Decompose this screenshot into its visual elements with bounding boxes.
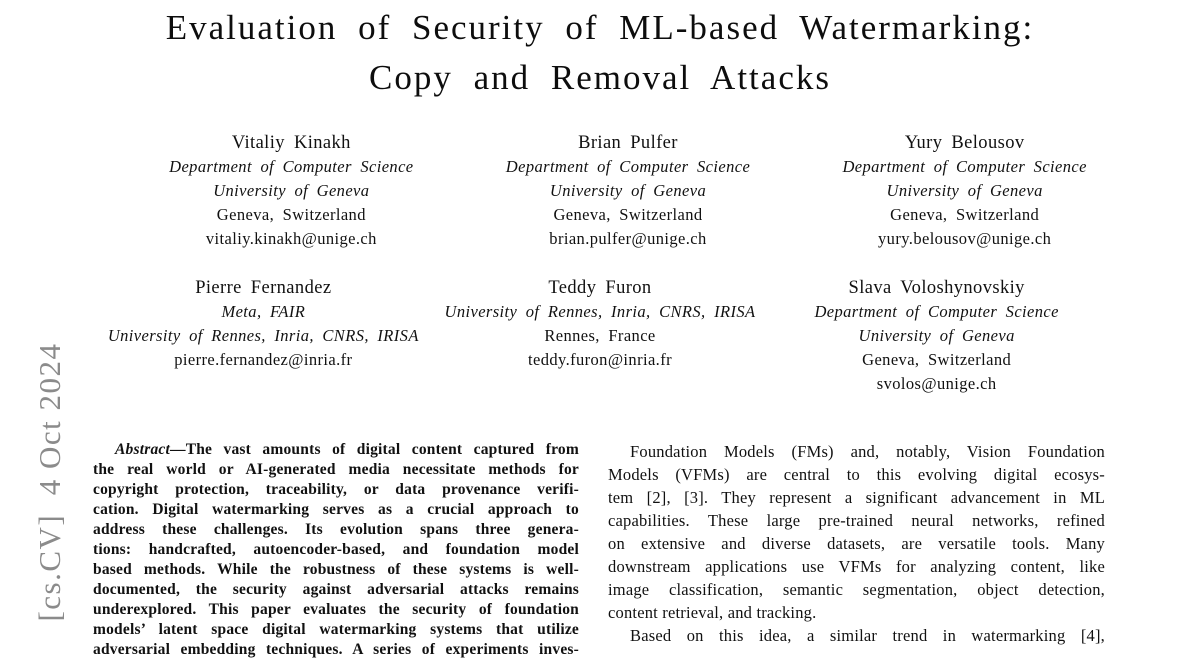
author-block	[432, 276, 769, 396]
author-affiliation: Meta, FAIR	[221, 302, 306, 321]
author-affiliation: Geneva, Switzerland	[553, 205, 703, 224]
author-affiliation: University of Rennes, Inria, CNRS, IRISA	[444, 302, 756, 321]
paper-title-line-1: Evaluation of Security of ML-based Watermarking:	[165, 8, 1035, 47]
authors-row-1	[123, 131, 1133, 251]
abstract-line: underexplored. This paper evaluates the security of foundation	[93, 601, 579, 618]
abstract-line: the real world or AI-generated media necessitate methods for	[93, 461, 579, 478]
abstract-line: adversarial embedding techniques. A series of experiments inves-	[93, 641, 579, 658]
arxiv-stamp: [cs.CV] 4 Oct 2024	[32, 342, 67, 622]
author-email: svolos@unige.ch	[876, 374, 997, 393]
paper-title-line-2: Copy and Removal Attacks	[369, 58, 831, 97]
author-affiliation: University of Geneva	[886, 181, 1043, 200]
author-email: teddy.furon@inria.fr	[527, 350, 672, 369]
paper-title	[0, 3, 1200, 103]
abstract-line: documented, the security against adversarial attacks remains	[93, 581, 579, 598]
abstract-column	[93, 440, 579, 660]
introduction-line: downstream applications use VFMs for analyzing content, like	[608, 557, 1105, 576]
author-affiliation: Department of Computer Science	[814, 302, 1059, 321]
introduction-line: capabilities. These large pre-trained neural networks, refined	[608, 511, 1105, 530]
author-affiliation: Geneva, Switzerland	[216, 205, 366, 224]
introduction-column	[608, 440, 1105, 647]
author-name: Teddy Furon	[548, 278, 652, 298]
author-block	[796, 131, 1133, 251]
author-affiliation: University of Geneva	[213, 181, 370, 200]
introduction-line: tem [2], [3]. They represent a significant advancement in ML	[608, 488, 1105, 507]
abstract-line: based methods. While the robustness of these systems is well-	[93, 561, 579, 578]
author-name: Vitaliy Kinakh	[231, 133, 351, 153]
author-name: Slava Voloshynovskiy	[848, 278, 1025, 298]
author-email: vitaliy.kinakh@unige.ch	[205, 229, 377, 248]
abstract-line: cation. Digital watermarking serves as a crucial approach to	[93, 501, 579, 518]
introduction-line: Based on this idea, a similar trend in watermarking [4],	[630, 626, 1105, 645]
abstract-line-part: —The vast amounts of digital content captured from	[170, 441, 579, 458]
author-email: yury.belousov@unige.ch	[878, 229, 1052, 248]
author-affiliation: Department of Computer Science	[842, 157, 1087, 176]
author-name: Brian Pulfer	[578, 133, 678, 153]
author-affiliation: Department of Computer Science	[169, 157, 414, 176]
author-name: Yury Belousov	[904, 133, 1025, 153]
author-email: brian.pulfer@unige.ch	[549, 229, 707, 248]
abstract-line	[93, 440, 579, 460]
abstract-line: copyright protection, traceability, or data provenance verifi-	[93, 481, 579, 498]
authors-row-2	[95, 276, 1105, 396]
author-affiliation: University of Geneva	[549, 181, 707, 200]
abstract-line: tions: handcrafted, autoencoder-based, and foundation model	[93, 541, 579, 558]
introduction-line: image classification, semantic segmentation, object detection,	[608, 580, 1105, 599]
author-affiliation: Department of Computer Science	[505, 157, 751, 176]
author-affiliation: Geneva, Switzerland	[890, 205, 1040, 224]
author-affiliation: University of Geneva	[858, 326, 1015, 345]
introduction-line: content retrieval, and tracking.	[608, 603, 817, 622]
author-email: pierre.fernandez@inria.fr	[174, 350, 353, 369]
abstract-line: models’ latent space digital watermarking systems that utilize	[93, 621, 579, 638]
author-affiliation: Rennes, France	[544, 326, 656, 345]
author-block	[123, 131, 460, 251]
abstract-line-part: Abstract	[115, 441, 170, 458]
introduction-line: Models (VFMs) are central to this evolving digital ecosys-	[608, 465, 1105, 484]
abstract-line: address these challenges. Its evolution spans three genera-	[93, 521, 579, 538]
author-name: Pierre Fernandez	[195, 278, 332, 298]
author-block	[460, 131, 797, 251]
author-block	[768, 276, 1105, 396]
introduction-line: Foundation Models (FMs) and, notably, Vision Foundation	[630, 442, 1105, 461]
author-block	[95, 276, 432, 396]
author-affiliation: Geneva, Switzerland	[862, 350, 1012, 369]
introduction-line: on extensive and diverse datasets, are versatile tools. Many	[608, 534, 1105, 553]
author-affiliation: University of Rennes, Inria, CNRS, IRISA	[107, 326, 419, 345]
